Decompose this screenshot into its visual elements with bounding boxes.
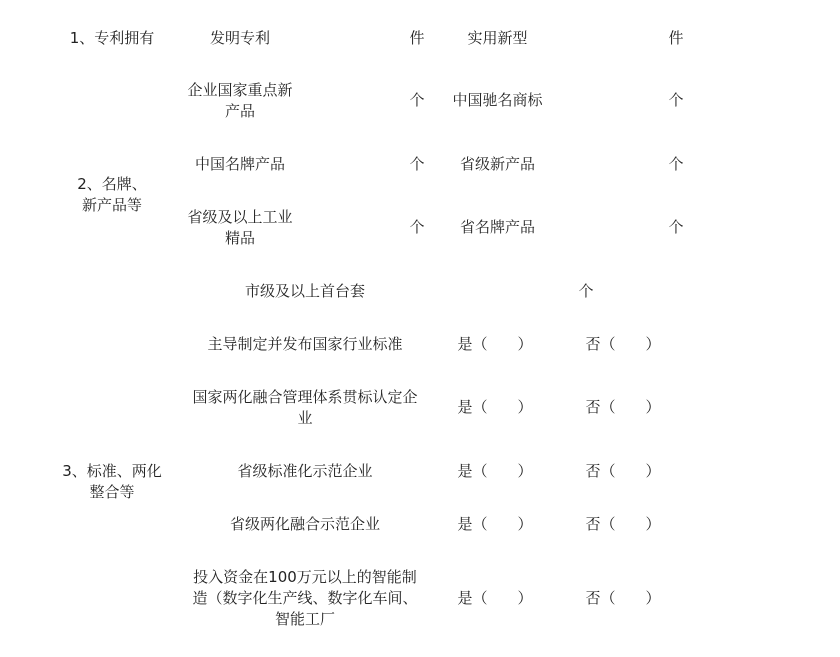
integration-management-yes: 是（ ） [457,398,533,416]
first-set-equipment-label: 市级及以上首台套 [244,282,365,300]
industry-standard-label: 主导制定并发布国家行业标准 [207,335,403,353]
smart-manufacturing-no: 否（ ） [585,589,661,607]
first-set-equipment-unit: 个 [578,282,594,300]
provincial-famous-brand-label: 省名牌产品 [459,218,535,236]
provincial-new-product-label: 省级新产品 [459,155,535,173]
industrial-quality-product-label: 省级及以上工业 精品 [187,208,293,247]
utility-model-unit: 件 [668,29,684,47]
integration-management-label: 国家两化融合管理体系贯标认定企 业 [192,388,418,427]
provincial-integration-yes: 是（ ） [457,515,533,533]
invention-patent-unit: 件 [409,29,425,47]
china-famous-trademark-label: 中国驰名商标 [452,91,543,109]
provincial-standardization-no: 否（ ） [585,462,661,480]
china-famous-trademark-unit: 个 [668,91,684,109]
industry-standard-yes: 是（ ） [457,335,533,353]
china-famous-brand-label: 中国名牌产品 [194,155,285,173]
provincial-standardization-yes: 是（ ） [457,462,533,480]
provincial-new-product-unit: 个 [668,155,684,173]
national-key-new-product-label: 企业国家重点新 产品 [187,81,293,120]
integration-management-no: 否（ ） [585,398,661,416]
china-famous-brand-unit: 个 [409,155,425,173]
utility-model-label: 实用新型 [467,29,528,47]
industry-standard-no: 否（ ） [585,335,661,353]
section2-label: 2、名牌、 新产品等 [77,175,147,214]
section3-label: 3、标准、两化 整合等 [62,462,162,501]
provincial-famous-brand-unit: 个 [668,218,684,236]
smart-manufacturing-yes: 是（ ） [457,589,533,607]
industrial-quality-product-unit: 个 [409,218,425,236]
invention-patent-label: 发明专利 [209,29,270,47]
provincial-integration-label: 省级两化融合示范企业 [229,515,380,533]
provincial-integration-no: 否（ ） [585,515,661,533]
smart-manufacturing-label: 投入资金在100万元以上的智能制 造（数字化生产线、数字化车间、 智能工厂 [192,568,418,628]
provincial-standardization-label: 省级标准化示范企业 [237,462,373,480]
section1-label: 1、专利拥有 [69,29,155,47]
national-key-new-product-unit: 个 [409,91,425,109]
